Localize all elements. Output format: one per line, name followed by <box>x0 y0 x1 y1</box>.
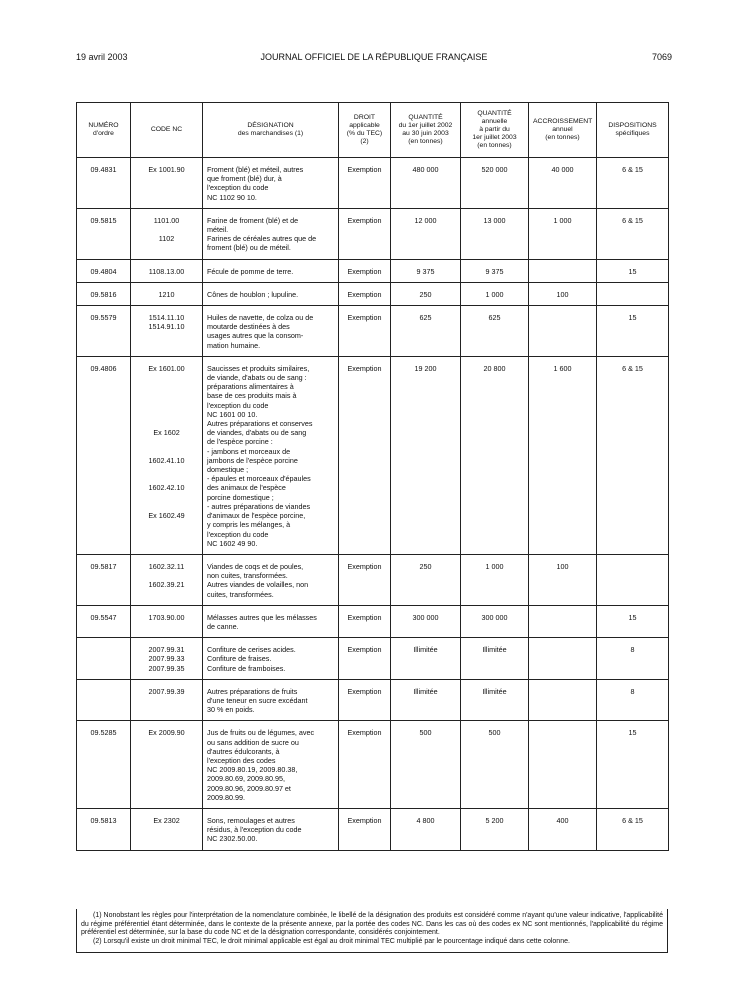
cell-q1: 625 <box>391 306 461 357</box>
cell-q1: 500 <box>391 721 461 809</box>
cell-code: 1602.32.11 1602.39.21 <box>131 554 203 605</box>
column-header: ACCROISSEMENT annuel (en tonnes) <box>529 103 597 158</box>
table-header-row <box>77 103 669 158</box>
cell-q2: 625 <box>461 306 529 357</box>
cell-q1: 250 <box>391 282 461 305</box>
cell-disp: 8 <box>597 638 669 680</box>
cell-des: Sons, remoulages et autres résidus, à l'exception du code NC 2302.50.00. <box>203 808 339 850</box>
column-header: QUANTITÉ annuelle à partir du 1er juillet 2003 (en tonnes) <box>461 103 529 158</box>
cell-disp: 6 & 15 <box>597 158 669 209</box>
cell-q1: 9 375 <box>391 259 461 282</box>
cell-acc: 100 <box>529 282 597 305</box>
cell-q2: 500 <box>461 721 529 809</box>
cell-code: Ex 1001.90 <box>131 158 203 209</box>
cell-droit: Exemption <box>339 282 391 305</box>
cell-q2: Illimitée <box>461 679 529 721</box>
cell-droit: Exemption <box>339 605 391 637</box>
table-row <box>77 605 669 637</box>
cell-code: 1108.13.00 <box>131 259 203 282</box>
column-header: DISPOSITIONS spécifiques <box>597 103 669 158</box>
cell-q1: 19 200 <box>391 356 461 554</box>
cell-acc: 1 600 <box>529 356 597 554</box>
column-header: DROIT applicable (% du TEC) (2) <box>339 103 391 158</box>
column-header: QUANTITÉ du 1er juillet 2002 au 30 juin 2003 (en tonnes) <box>391 103 461 158</box>
cell-acc: 40 000 <box>529 158 597 209</box>
cell-num: 09.4806 <box>77 356 131 554</box>
cell-des: Saucisses et produits similaires, de viande, d'abats ou de sang : préparations alimentaires à base de ces produits mais à l'exception du code NC 1601 00 10. Autres préparations et conserves de viandes, d'abats ou de sang de l'espèce porcine : - jambons et morceaux de jambons de l'espèce porcine domestique ; - épaules et morceaux d'épaules des animaux de l'espèce porcine domestique ; - autres préparations de viandes d'animaux de l'espèce porcine, y compris les mélanges, à l'exception du code NC 1602 49 90. <box>203 356 339 554</box>
cell-q2: Illimitée <box>461 638 529 680</box>
cell-acc <box>529 679 597 721</box>
cell-acc <box>529 638 597 680</box>
cell-q1: 12 000 <box>391 208 461 259</box>
cell-q1: Illimitée <box>391 638 461 680</box>
column-header: NUMÉRO d'ordre <box>77 103 131 158</box>
cell-num: 09.4831 <box>77 158 131 209</box>
table-row <box>77 554 669 605</box>
cell-q2: 20 800 <box>461 356 529 554</box>
cell-q2: 1 000 <box>461 282 529 305</box>
cell-disp: 6 & 15 <box>597 208 669 259</box>
cell-code: Ex 1601.00 Ex 1602 1602.41.10 1602.42.10 Ex 1602.49 <box>131 356 203 554</box>
table-row <box>77 306 669 357</box>
cell-des: Huiles de navette, de colza ou de moutarde destinées à des usages autres que la consom- mation humaine. <box>203 306 339 357</box>
cell-droit: Exemption <box>339 638 391 680</box>
cell-des: Jus de fruits ou de légumes, avec ou sans addition de sucre ou d'autres édulcorants, à l'exception des codes NC 2009.80.19, 2009.80.38, 2009.80.69, 2009.80.95, 2009.80.96, 2009.80.97 et 2009.80.99. <box>203 721 339 809</box>
cell-droit: Exemption <box>339 721 391 809</box>
table-row <box>77 259 669 282</box>
cell-disp: 15 <box>597 605 669 637</box>
table-row <box>77 356 669 554</box>
cell-droit: Exemption <box>339 208 391 259</box>
cell-code: 1514.11.10 1514.91.10 <box>131 306 203 357</box>
cell-code: 1703.90.00 <box>131 605 203 637</box>
cell-num <box>77 638 131 680</box>
table-body <box>77 158 669 851</box>
cell-q1: Illimitée <box>391 679 461 721</box>
table-row <box>77 158 669 209</box>
header-date: 19 avril 2003 <box>76 52 128 62</box>
cell-num: 09.5817 <box>77 554 131 605</box>
cell-num: 09.5547 <box>77 605 131 637</box>
cell-acc <box>529 259 597 282</box>
table-row <box>77 638 669 680</box>
table-row <box>77 208 669 259</box>
cell-droit: Exemption <box>339 679 391 721</box>
cell-droit: Exemption <box>339 158 391 209</box>
cell-disp <box>597 282 669 305</box>
cell-q1: 480 000 <box>391 158 461 209</box>
cell-droit: Exemption <box>339 306 391 357</box>
cell-disp: 15 <box>597 306 669 357</box>
footnote-1: (1) Nonobstant les règles pour l'interprétation de la nomenclature combinée, le libellé de la désignation des produits est considéré comme n'ayant qu'une valeur indicative, l'applicabilité du régime préférentiel étant déterminée, dans le contexte de la présente annexe, par la portée des codes NC. Dans les cas où des codes ex NC sont mentionnés, l'applicabilité du régime préférentiel est déterminée, sur la base du code NC et de la désignation correspondante, considérés conjointement. <box>81 912 663 937</box>
cell-acc: 1 000 <box>529 208 597 259</box>
cell-droit: Exemption <box>339 808 391 850</box>
table-row <box>77 721 669 809</box>
cell-acc <box>529 721 597 809</box>
cell-q2: 5 200 <box>461 808 529 850</box>
cell-des: Mélasses autres que les mélasses de canne. <box>203 605 339 637</box>
cell-code: Ex 2009.90 <box>131 721 203 809</box>
cell-droit: Exemption <box>339 259 391 282</box>
cell-code: Ex 2302 <box>131 808 203 850</box>
cell-des: Cônes de houblon ; lupuline. <box>203 282 339 305</box>
header-title: JOURNAL OFFICIEL DE LA RÉPUBLIQUE FRANÇAISE <box>260 52 488 62</box>
cell-acc <box>529 306 597 357</box>
cell-q1: 250 <box>391 554 461 605</box>
cell-disp: 15 <box>597 259 669 282</box>
tariff-quota-table <box>76 102 669 851</box>
cell-q2: 9 375 <box>461 259 529 282</box>
cell-q2: 13 000 <box>461 208 529 259</box>
cell-q2: 1 000 <box>461 554 529 605</box>
cell-acc: 100 <box>529 554 597 605</box>
cell-acc <box>529 605 597 637</box>
cell-des: Confiture de cerises acides. Confiture de fraises. Confiture de framboises. <box>203 638 339 680</box>
header-page-number: 7069 <box>651 52 672 62</box>
cell-num: 09.5285 <box>77 721 131 809</box>
cell-droit: Exemption <box>339 554 391 605</box>
cell-code: 1101.00 1102 <box>131 208 203 259</box>
cell-num: 09.5816 <box>77 282 131 305</box>
page-header <box>76 52 672 66</box>
cell-num <box>77 679 131 721</box>
cell-num: 09.5815 <box>77 208 131 259</box>
cell-disp <box>597 554 669 605</box>
cell-q2: 520 000 <box>461 158 529 209</box>
cell-des: Viandes de coqs et de poules, non cuites, transformées. Autres viandes de volailles, non cuites, transformées. <box>203 554 339 605</box>
cell-disp: 6 & 15 <box>597 808 669 850</box>
footnotes <box>76 909 668 953</box>
cell-code: 2007.99.31 2007.99.33 2007.99.35 <box>131 638 203 680</box>
footnote-2: (2) Lorsqu'il existe un droit minimal TEC, le droit minimal applicable est égal au droit minimal TEC multiplié par le pourcentage indiqué dans cette colonne. <box>93 937 570 945</box>
cell-q2: 300 000 <box>461 605 529 637</box>
cell-q1: 4 800 <box>391 808 461 850</box>
column-header: DÉSIGNATION des marchandises (1) <box>203 103 339 158</box>
cell-q1: 300 000 <box>391 605 461 637</box>
table-row <box>77 679 669 721</box>
cell-disp: 8 <box>597 679 669 721</box>
cell-disp: 15 <box>597 721 669 809</box>
cell-num: 09.4804 <box>77 259 131 282</box>
table-row <box>77 282 669 305</box>
cell-code: 1210 <box>131 282 203 305</box>
cell-droit: Exemption <box>339 356 391 554</box>
cell-acc: 400 <box>529 808 597 850</box>
cell-code: 2007.99.39 <box>131 679 203 721</box>
column-header: CODE NC <box>131 103 203 158</box>
cell-des: Fécule de pomme de terre. <box>203 259 339 282</box>
cell-des: Froment (blé) et méteil, autres que froment (blé) dur, à l'exception du code NC 1102 90 10. <box>203 158 339 209</box>
cell-num: 09.5813 <box>77 808 131 850</box>
cell-des: Autres préparations de fruits d'une teneur en sucre excédant 30 % en poids. <box>203 679 339 721</box>
cell-disp: 6 & 15 <box>597 356 669 554</box>
table-row <box>77 808 669 850</box>
cell-des: Farine de froment (blé) et de méteil. Farines de céréales autres que de froment (blé) ou de méteil. <box>203 208 339 259</box>
cell-num: 09.5579 <box>77 306 131 357</box>
